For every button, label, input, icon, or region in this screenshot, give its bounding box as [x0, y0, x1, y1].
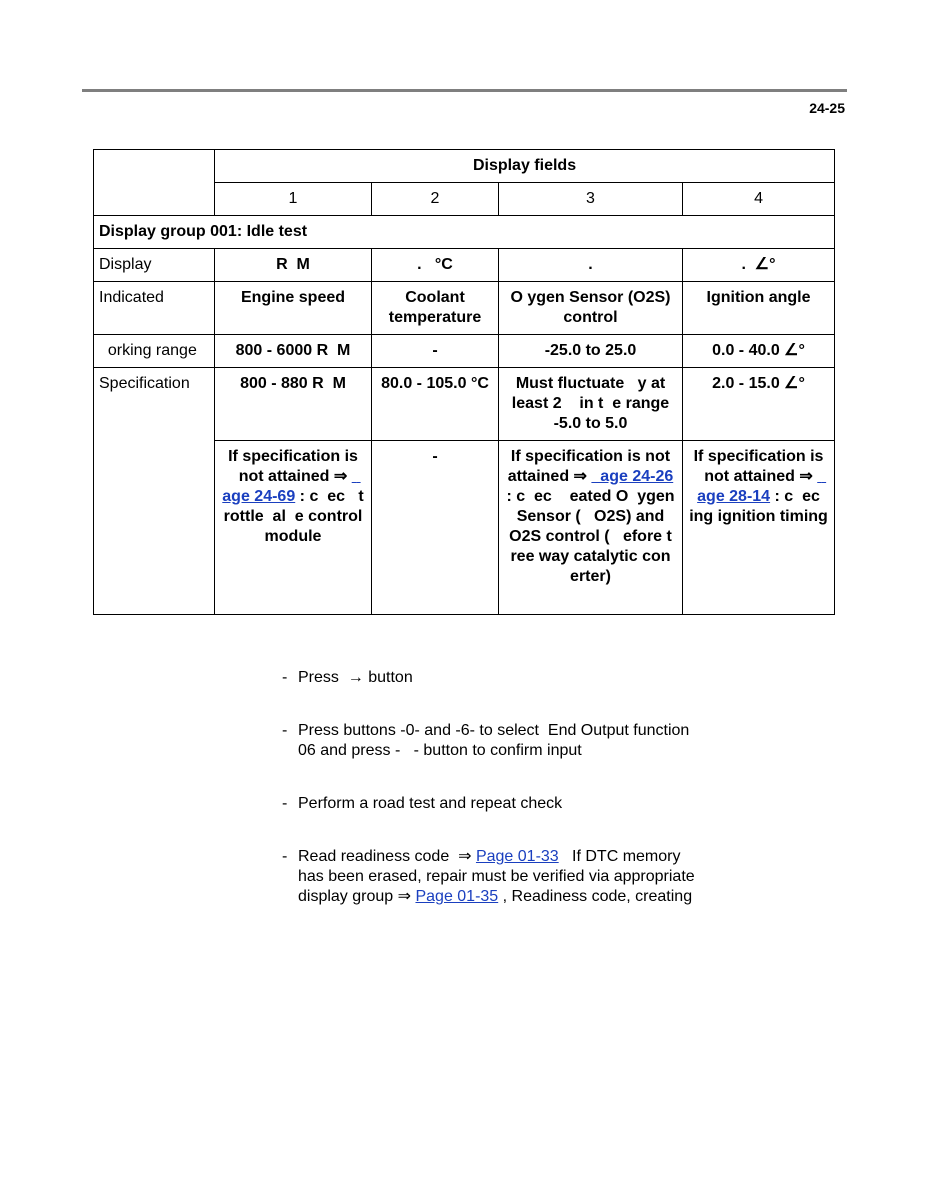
- spec-value-1: 800 - 880 R M: [215, 368, 372, 441]
- not-attained-cell-4: [683, 441, 835, 615]
- page-24-69-link[interactable]: age 24-69: [222, 468, 361, 505]
- not-attained-cell-1: [215, 441, 372, 615]
- not-attained-text: If specification is not attained ⇒: [507, 448, 675, 485]
- field-number-4: 4: [683, 183, 835, 216]
- step-text: Perform a road test and repeat check: [298, 795, 563, 812]
- spec-value-2: 80.0 - 105.0 °C: [372, 368, 499, 441]
- indicated-value-3: O ygen Sensor (O2S) control: [499, 282, 683, 335]
- step-dash: -: [282, 848, 288, 865]
- spec-value-4: 2.0 - 15.0 ∠°: [683, 368, 835, 441]
- page-28-14-link[interactable]: age 28-14: [697, 468, 827, 505]
- table-row: [94, 249, 835, 282]
- display-fields-header: Display fields: [215, 150, 835, 183]
- working-value-1: 800 - 6000 R M: [215, 335, 372, 368]
- not-attained-action: : c ec ing ignition timing: [689, 488, 829, 525]
- list-item: [282, 794, 702, 814]
- indicated-value-1: Engine speed: [215, 282, 372, 335]
- not-attained-cell-3: [499, 441, 683, 615]
- group-title: Display group 001: Idle test: [94, 216, 835, 249]
- display-group-table: [93, 149, 835, 615]
- table-row: [94, 335, 835, 368]
- working-value-3: -25.0 to 25.0: [499, 335, 683, 368]
- working-value-2: -: [372, 335, 499, 368]
- display-value-2: . °C: [372, 249, 499, 282]
- working-value-4: 0.0 - 40.0 ∠°: [683, 335, 835, 368]
- step-text: [298, 848, 699, 905]
- display-value-4: . ∠°: [683, 249, 835, 282]
- page-24-26-link[interactable]: age 24-26: [591, 468, 674, 485]
- group-title-row: [94, 216, 835, 249]
- step-text-pre: Read readiness code ⇒: [298, 848, 476, 865]
- step-dash: -: [282, 669, 288, 686]
- not-attained-action: : c ec eated O ygen Sensor ( O2S) and O2S control ( efore t ree way catalytic con erter): [506, 488, 681, 585]
- list-item: [282, 721, 702, 761]
- field-number-1: 1: [215, 183, 372, 216]
- indicated-value-4: Ignition angle: [683, 282, 835, 335]
- not-attained-text: If specification is not attained ⇒: [228, 448, 363, 485]
- display-value-1: R M: [215, 249, 372, 282]
- page-number: 24-25: [809, 100, 845, 116]
- display-value-3: .: [499, 249, 683, 282]
- not-attained-cell-2: -: [372, 441, 499, 615]
- row-label-working-range: orking range: [94, 335, 215, 368]
- row-label-specification: Specification: [94, 368, 215, 615]
- procedure-steps: [282, 668, 702, 940]
- step-text: Press → button: [298, 669, 413, 686]
- header-rule: [82, 89, 847, 92]
- step-dash: -: [282, 722, 288, 739]
- page-01-33-link[interactable]: Page 01-33: [475, 848, 559, 865]
- not-attained-action: : c ec t rottle al e control module: [223, 488, 373, 545]
- field-number-2: 2: [372, 183, 499, 216]
- table-row: [94, 282, 835, 335]
- corner-cell: [94, 150, 215, 216]
- step-text-mid: If DTC memory has been erased, repair must be verified via appropriate display group ⇒: [298, 848, 700, 905]
- table-row: [94, 368, 835, 441]
- row-label-indicated: Indicated: [94, 282, 215, 335]
- list-item: [282, 847, 702, 907]
- step-text-post: , Readiness code, creating: [498, 888, 693, 905]
- step-text: Press buttons -0- and -6- to select End Output function 06 and press - - button to confirm input: [298, 722, 694, 759]
- field-number-3: 3: [499, 183, 683, 216]
- page-01-35-link[interactable]: Page 01-35: [415, 888, 499, 905]
- indicated-value-2: Coolant temperature: [372, 282, 499, 335]
- not-attained-text: If specification is not attained ⇒: [693, 448, 828, 485]
- step-dash: -: [282, 795, 288, 812]
- table-header-row: [94, 150, 835, 183]
- row-label-display: Display: [94, 249, 215, 282]
- list-item: [282, 668, 702, 688]
- spec-value-3: Must fluctuate y at least 2 in t e range -5.0 to 5.0: [499, 368, 683, 441]
